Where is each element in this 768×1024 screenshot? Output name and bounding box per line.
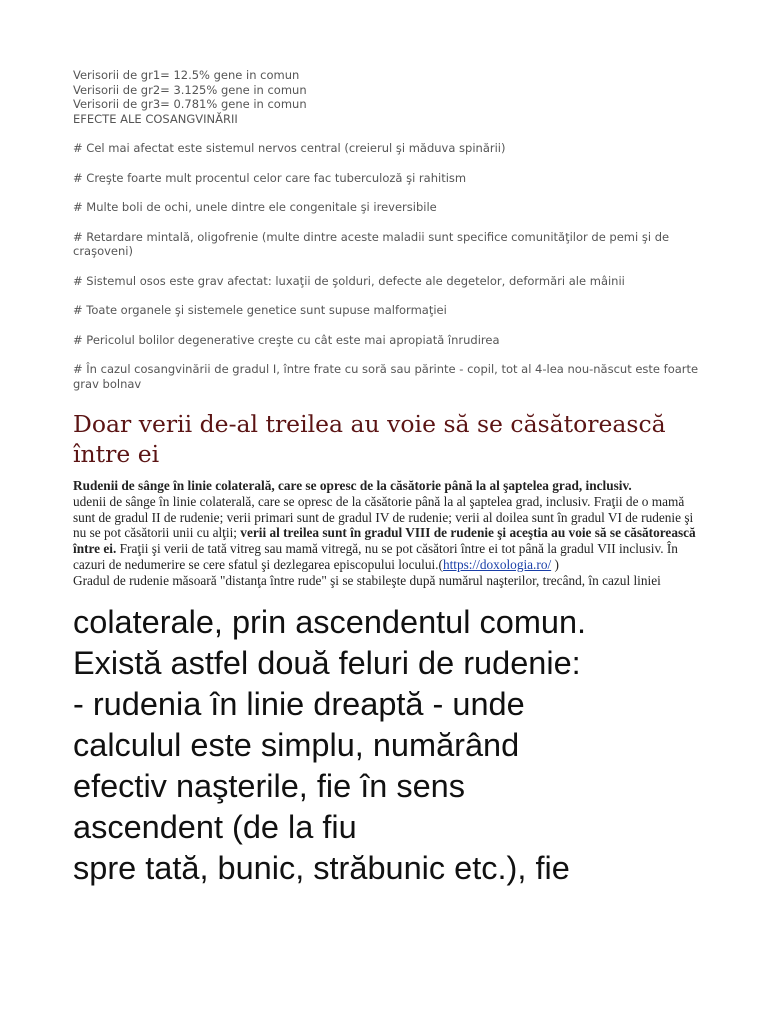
source-link[interactable]: https://doxologia.ro/ [442, 556, 552, 572]
effect-item: # Cel mai afectat este sistemul nervos central (creierul şi măduva spinării) [73, 141, 506, 155]
effects-title: EFECTE ALE COSANGVINĂRII [73, 111, 238, 126]
article-heading: Doar verii de-al treilea au voie să se căsătorească între ei [73, 410, 666, 468]
article-body [73, 478, 703, 589]
effect-item: # Sistemul osos este grav afectat: luxaţii de şolduri, defecte ale degetelor, deformări ale mâinii [73, 273, 625, 288]
article-paragraph [73, 494, 703, 573]
large-text-line: calculul este simplu, numărând [73, 726, 520, 763]
large-text-block [73, 602, 703, 889]
article-bold-lead: Rudenii de sânge în linie colaterală, care se opresc de la căsătorie până la al şaptelea grad, inclusiv. [73, 478, 632, 493]
stats-block [73, 68, 703, 391]
large-text-line: spre tată, bunic, străbunic etc.), fie [73, 849, 570, 886]
stat-line: Verisorii de gr1= 12.5% gene in comun [73, 68, 300, 82]
paragraph-text: ) [551, 556, 559, 572]
effect-item: # Creşte foarte mult procentul celor care fac tuberculoză şi rahitism [73, 170, 467, 185]
large-text-line: colaterale, prin ascendentul comun. [73, 603, 587, 640]
paragraph-text: Fraţii şi verii de tată vitreg sau mamă vitregă, nu se pot căsători între ei tot până la gradul VII inclusiv. În cazuri de nedumerire se cere sfatul şi dezlegarea episcopului locului.( [73, 541, 678, 572]
effect-item: # Retardare mintală, oligofrenie (multe dintre aceste maladii sunt specifice comunităţilor de pemi şi de craşoveni) [73, 229, 670, 258]
large-text-line: ascendent (de la fiu [73, 808, 357, 845]
large-text-line: Există astfel două feluri de rudenie: [73, 644, 581, 681]
effect-item: # Multe boli de ochi, unele dintre ele congenitale şi ireversibile [73, 200, 437, 214]
large-text-line: efectiv naşterile, fie în sens [73, 767, 465, 804]
paragraph-bold-text: verii al treilea sunt în gradul VIII de rudenie şi aceştia au voie să se căsătorească între ei. [73, 525, 696, 557]
effect-item: # Pericolul bolilor degenerative creşte cu cât este mai apropiată înrudirea [73, 332, 500, 347]
article-paragraph-2: Gradul de rudenie măsoară "distanţa între rude" şi se stabileşte după numărul naşterilor, trecând, în cazul liniei [73, 572, 661, 588]
large-text-line: - rudenia în linie dreaptă - unde [73, 685, 525, 722]
effect-item: # În cazul cosangvinării de gradul I, între frate cu soră sau părinte - copil, tot al 4-lea nou-născut este foarte grav bolnav [73, 362, 699, 391]
stat-line: Verisorii de gr2= 3.125% gene in comun [73, 82, 307, 97]
stat-line: Verisorii de gr3= 0.781% gene in comun [73, 97, 307, 111]
paragraph-text: udenii de sânge în linie colaterală, care se opresc de la căsătorie până la al şaptelea grad, inclusiv. Fraţii de o mamă sunt de gradul II de rudenie; verii primari sunt de gradul IV de rudenie; verii al doilea sunt în gradul VI de rudenie şi nu se pot căsătorii unii cu alţii; [73, 493, 694, 541]
effect-item: # Toate organele şi sistemele genetice sunt supuse malformaţiei [73, 303, 447, 317]
document-page [73, 68, 703, 889]
